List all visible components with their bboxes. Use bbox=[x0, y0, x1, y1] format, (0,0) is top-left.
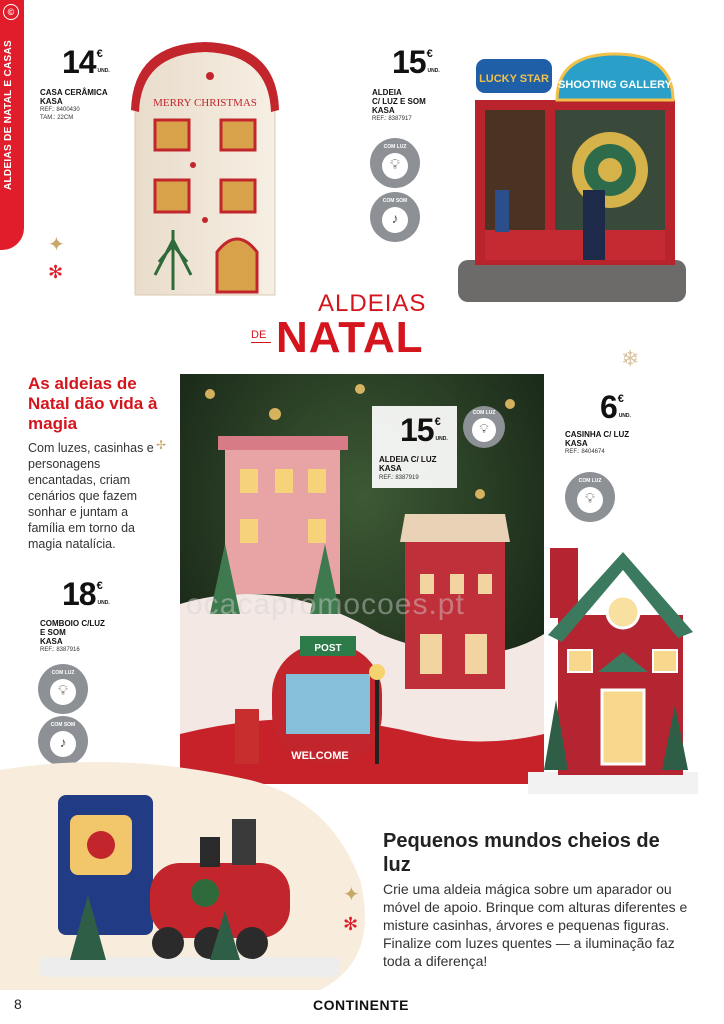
light-badge-product-3: COM LUZ 💡︎ bbox=[463, 406, 505, 448]
title-main: NATAL bbox=[276, 313, 424, 362]
section-title: Pequenos mundos cheios de luz bbox=[383, 830, 660, 876]
price-product-5: 18€ UND. bbox=[62, 576, 110, 612]
price-product-3: 15€ UND. bbox=[400, 412, 448, 448]
intro-body: Com luzes, casinhas e personagens encantadas, criam cenários que fazem sonhar e juntam a família em torno da magia natalícia. bbox=[28, 441, 154, 551]
light-badge-product-5: COM LUZ 💡︎ bbox=[38, 664, 88, 714]
sparkle-icon: ✦ bbox=[343, 884, 360, 906]
title-de-underline bbox=[251, 342, 271, 343]
price-product-2: 15€ UND. bbox=[392, 44, 440, 80]
lightbulb-icon: 💡︎ bbox=[390, 156, 400, 172]
section-body: Crie uma aldeia mágica sobre um aparador ou móvel de apoio. Brinque com alturas diferentes e misture casinhas, árvores e pequenas figuras. Finalize com luzes quentes — a iluminação faz toda a diferença! bbox=[383, 881, 688, 969]
lucky-star-sign: LUCKY STAR bbox=[479, 73, 549, 85]
shooting-gallery-image bbox=[455, 40, 690, 305]
sound-badge-product-5: COM SOM ♪ bbox=[38, 716, 88, 766]
lightbulb-icon: 💡︎ bbox=[58, 682, 68, 698]
product-ref-5: REF.: 8387916 bbox=[40, 647, 80, 653]
snowflake-icon: ✻ bbox=[343, 914, 359, 934]
product-name-4: CASINHA C/ LUZ KASA bbox=[565, 430, 630, 448]
watermark: ocacapromocoes.pt bbox=[186, 588, 465, 621]
continente-logo: CONTINENTE bbox=[313, 997, 409, 1013]
ceramic-text: MERRY CHRISTMAS bbox=[153, 97, 257, 109]
sound-badge-product-2: COM SOM ♪ bbox=[370, 192, 420, 242]
ceramic-house-image bbox=[125, 40, 285, 302]
shooting-gallery-sign: SHOOTING GALLERY bbox=[558, 79, 672, 91]
page-number: 8 bbox=[14, 996, 22, 1012]
light-badge-product-4: COM LUZ 💡︎ bbox=[565, 472, 615, 522]
copyright-icon: © bbox=[3, 4, 19, 20]
lightbulb-icon: 💡︎ bbox=[585, 490, 595, 506]
product-name-5: COMBOIO C/LUZ E SOM KASA bbox=[40, 619, 105, 646]
snowflake-icon: ❄ bbox=[621, 346, 640, 371]
side-tab-label: ALDEIAS DE NATAL E CASAS bbox=[3, 40, 14, 190]
snowflake-icon: ✻ bbox=[48, 262, 64, 282]
product-name-3: ALDEIA C/ LUZ KASA bbox=[379, 455, 437, 473]
post-sign: POST bbox=[314, 643, 342, 654]
red-house-image bbox=[528, 540, 698, 795]
train-image bbox=[40, 785, 345, 985]
sparkle-icon: ✦ bbox=[48, 234, 65, 256]
price-product-1: 14€ UND. bbox=[62, 44, 110, 80]
light-badge-product-2: COM LUZ 💡︎ bbox=[370, 138, 420, 188]
price-product-4: 6€ UND. bbox=[600, 389, 631, 425]
title-de: DE bbox=[251, 329, 267, 341]
product-ref-3: REF.: 8387919 bbox=[379, 475, 419, 481]
lightbulb-icon: 💡︎ bbox=[479, 421, 489, 436]
music-note-icon: ♪ bbox=[391, 210, 399, 226]
product-ref-1: REF.: 8400430 TAM.: 22CM bbox=[40, 107, 80, 121]
welcome-sign: WELCOME bbox=[291, 750, 349, 762]
intro-heading: As aldeias de Natal dão vida à magia bbox=[28, 374, 158, 433]
product-name-1: CASA CERÂMICA KASA bbox=[40, 88, 108, 106]
sparkle-icon: ✢ bbox=[156, 438, 167, 452]
product-ref-4: REF.: 8404674 bbox=[565, 449, 605, 455]
title-top: ALDEIAS bbox=[318, 290, 427, 317]
product-name-2: ALDEIA C/ LUZ E SOM KASA bbox=[372, 88, 426, 115]
music-note-icon: ♪ bbox=[59, 734, 67, 750]
product-ref-2: REF.: 8387917 bbox=[372, 116, 412, 122]
